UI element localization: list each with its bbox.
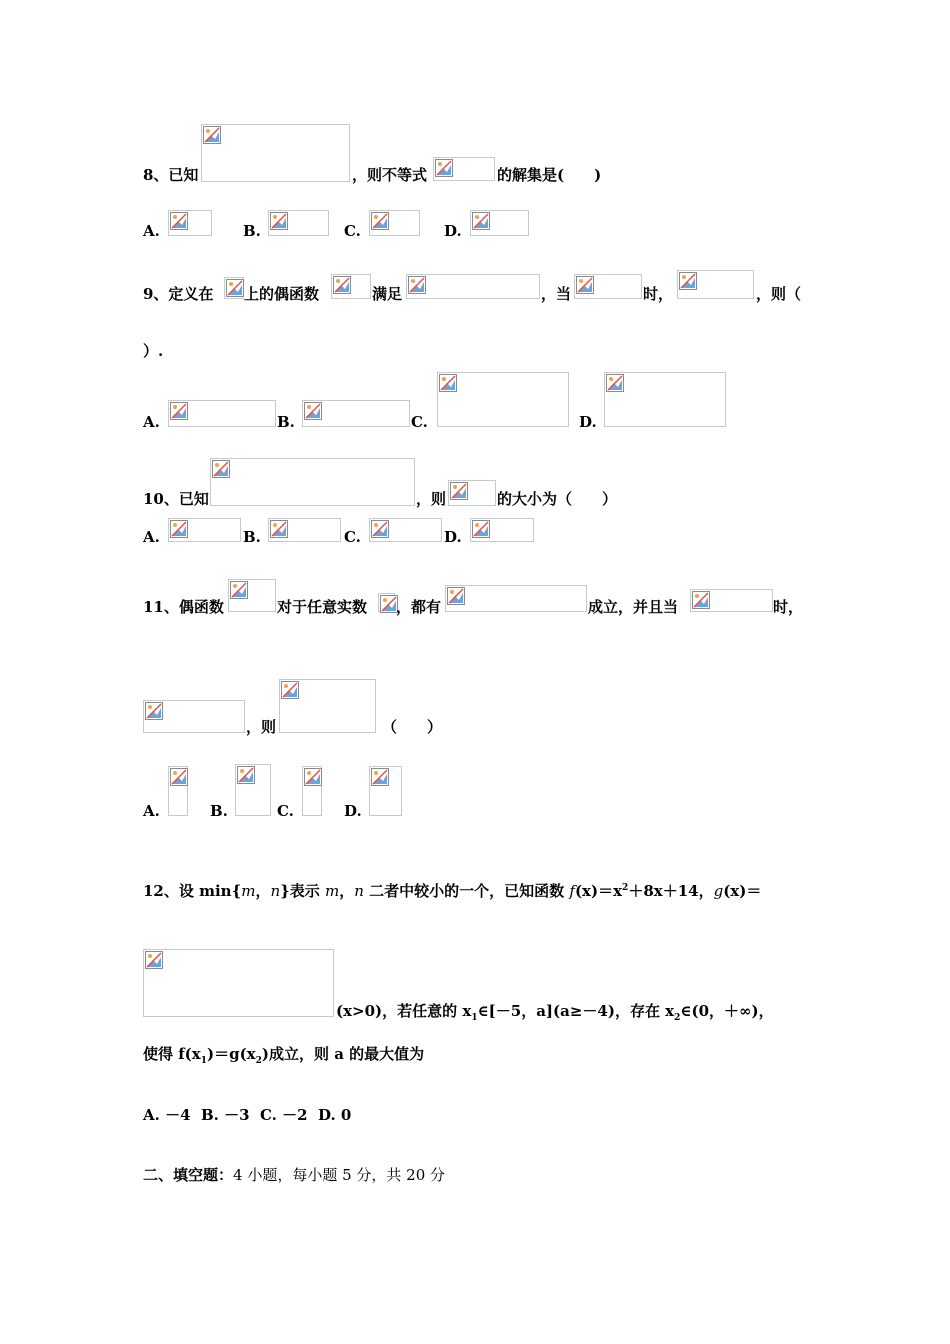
broken-image-icon: [450, 482, 468, 500]
section-detail: 4 小题，每小题 5 分，共 20 分: [233, 1166, 446, 1184]
section-heading: [143, 1166, 445, 1184]
formula-image: [406, 274, 540, 299]
broken-image-icon: [447, 587, 465, 605]
broken-image-icon: [472, 520, 490, 538]
formula-image: [445, 585, 587, 612]
formula-image: [168, 766, 188, 816]
broken-image-icon: [170, 768, 188, 786]
formula-image: [268, 518, 341, 542]
formula-image: [369, 210, 420, 236]
formula-image: [690, 589, 773, 612]
q9-option-b: B.: [277, 413, 295, 431]
broken-image-icon: [237, 766, 255, 784]
formula-image: [168, 400, 276, 427]
q9-text-7: ）.: [143, 342, 164, 360]
broken-image-icon: [435, 159, 453, 177]
formula-image: [224, 277, 244, 299]
q11-text-7: （ ）: [382, 718, 443, 736]
q9-prefix: 9、定义在: [143, 285, 214, 303]
formula-image: [331, 274, 371, 299]
q8-option-a: A.: [143, 222, 160, 240]
broken-image-icon: [145, 951, 163, 969]
q9-option-d: D.: [579, 413, 597, 431]
q9-option-a: A.: [143, 413, 160, 431]
q9-text-3: 满足: [372, 285, 403, 303]
q11-text-4: 成立，并且当: [588, 598, 679, 616]
broken-image-icon: [333, 276, 351, 294]
formula-image: [369, 766, 402, 816]
formula-image: [143, 949, 334, 1017]
formula-image: [279, 679, 376, 733]
broken-image-icon: [472, 212, 490, 230]
q12-line-3: 使得 $f(x_1)=g(x_2)$成立，则 a 的最大值为: [143, 1045, 425, 1066]
formula-image: [201, 124, 350, 182]
broken-image-icon: [692, 591, 710, 609]
q10-option-b: B.: [243, 528, 261, 546]
formula-image: [448, 480, 496, 506]
q10-option-c: C.: [344, 528, 361, 546]
broken-image-icon: [270, 212, 288, 230]
formula-image: [369, 518, 442, 542]
q10-option-a: A.: [143, 528, 160, 546]
broken-image-icon: [170, 520, 188, 538]
q11-option-d: D.: [344, 802, 362, 820]
q12-line-1: 12、设 min{m，n}表示 m，n 二者中较小的一个，已知函数 $f(x)=x^2+8x+14$，g(x)＝: [143, 882, 762, 900]
q10-option-d: D.: [444, 528, 462, 546]
formula-image: [168, 210, 212, 236]
q11-text-5: 时，: [773, 598, 804, 616]
q10-suffix: 的大小为（ ）: [497, 490, 618, 508]
broken-image-icon: [281, 681, 299, 699]
broken-image-icon: [371, 768, 389, 786]
q8-prefix: 8、已知: [143, 166, 199, 184]
q9-option-c: C.: [411, 413, 428, 431]
formula-image: [168, 518, 241, 542]
q8-mid: ，则不等式: [352, 166, 428, 184]
broken-image-icon: [170, 402, 188, 420]
q11-option-b: B.: [210, 802, 228, 820]
formula-image: [437, 372, 569, 427]
formula-image: [228, 579, 276, 612]
formula-image: [574, 274, 642, 299]
broken-image-icon: [304, 768, 322, 786]
q11-text-3: ，都有: [396, 598, 442, 616]
broken-image-icon: [606, 374, 624, 392]
broken-image-icon: [270, 520, 288, 538]
broken-image-icon: [230, 581, 248, 599]
q9-text-4: ，当: [541, 285, 572, 303]
q10-prefix: 10、已知: [143, 490, 209, 508]
broken-image-icon: [371, 520, 389, 538]
formula-image: [470, 210, 529, 236]
q8-suffix: 的解集是( ): [497, 166, 602, 184]
formula-image: [604, 372, 726, 427]
broken-image-icon: [145, 702, 163, 720]
q11-text-6: ，则: [246, 718, 277, 736]
q11-option-a: A.: [143, 802, 160, 820]
section-label: 二、填空题：: [143, 1166, 234, 1184]
q9-text-6: ，则（: [756, 285, 802, 303]
formula-image: [268, 210, 329, 236]
broken-image-icon: [212, 460, 230, 478]
formula-image: [677, 270, 754, 299]
broken-image-icon: [203, 126, 221, 144]
q8-option-d: D.: [444, 222, 462, 240]
broken-image-icon: [170, 212, 188, 230]
broken-image-icon: [304, 402, 322, 420]
q11-prefix: 11、偶函数: [143, 598, 224, 616]
broken-image-icon: [408, 276, 426, 294]
formula-image: [433, 157, 495, 181]
q12-line-2: (x>0)，若任意的 $x_1\in[-5$，a](a≥－4)，存在 $x_2\in(0$，＋∞)，: [336, 1002, 774, 1023]
broken-image-icon: [371, 212, 389, 230]
q8-option-b: B.: [243, 222, 261, 240]
broken-image-icon: [226, 279, 244, 297]
formula-image: [470, 518, 534, 542]
formula-image: [302, 400, 410, 427]
formula-image: [235, 764, 271, 816]
q9-text-5: 时，: [643, 285, 674, 303]
formula-image: [378, 593, 395, 612]
formula-image: [143, 700, 245, 733]
broken-image-icon: [576, 276, 594, 294]
q10-mid: ，则: [416, 490, 447, 508]
broken-image-icon: [439, 374, 457, 392]
q8-option-c: C.: [344, 222, 361, 240]
q9-text-2: 上的偶函数: [244, 285, 320, 303]
broken-image-icon: [679, 272, 697, 290]
formula-image: [302, 766, 322, 816]
q11-text-2: 对于任意实数: [277, 598, 368, 616]
formula-image: [210, 458, 415, 506]
q11-option-c: C.: [277, 802, 294, 820]
q12-answers: A. －4 B. －3 C. －2 D. 0: [143, 1106, 352, 1124]
